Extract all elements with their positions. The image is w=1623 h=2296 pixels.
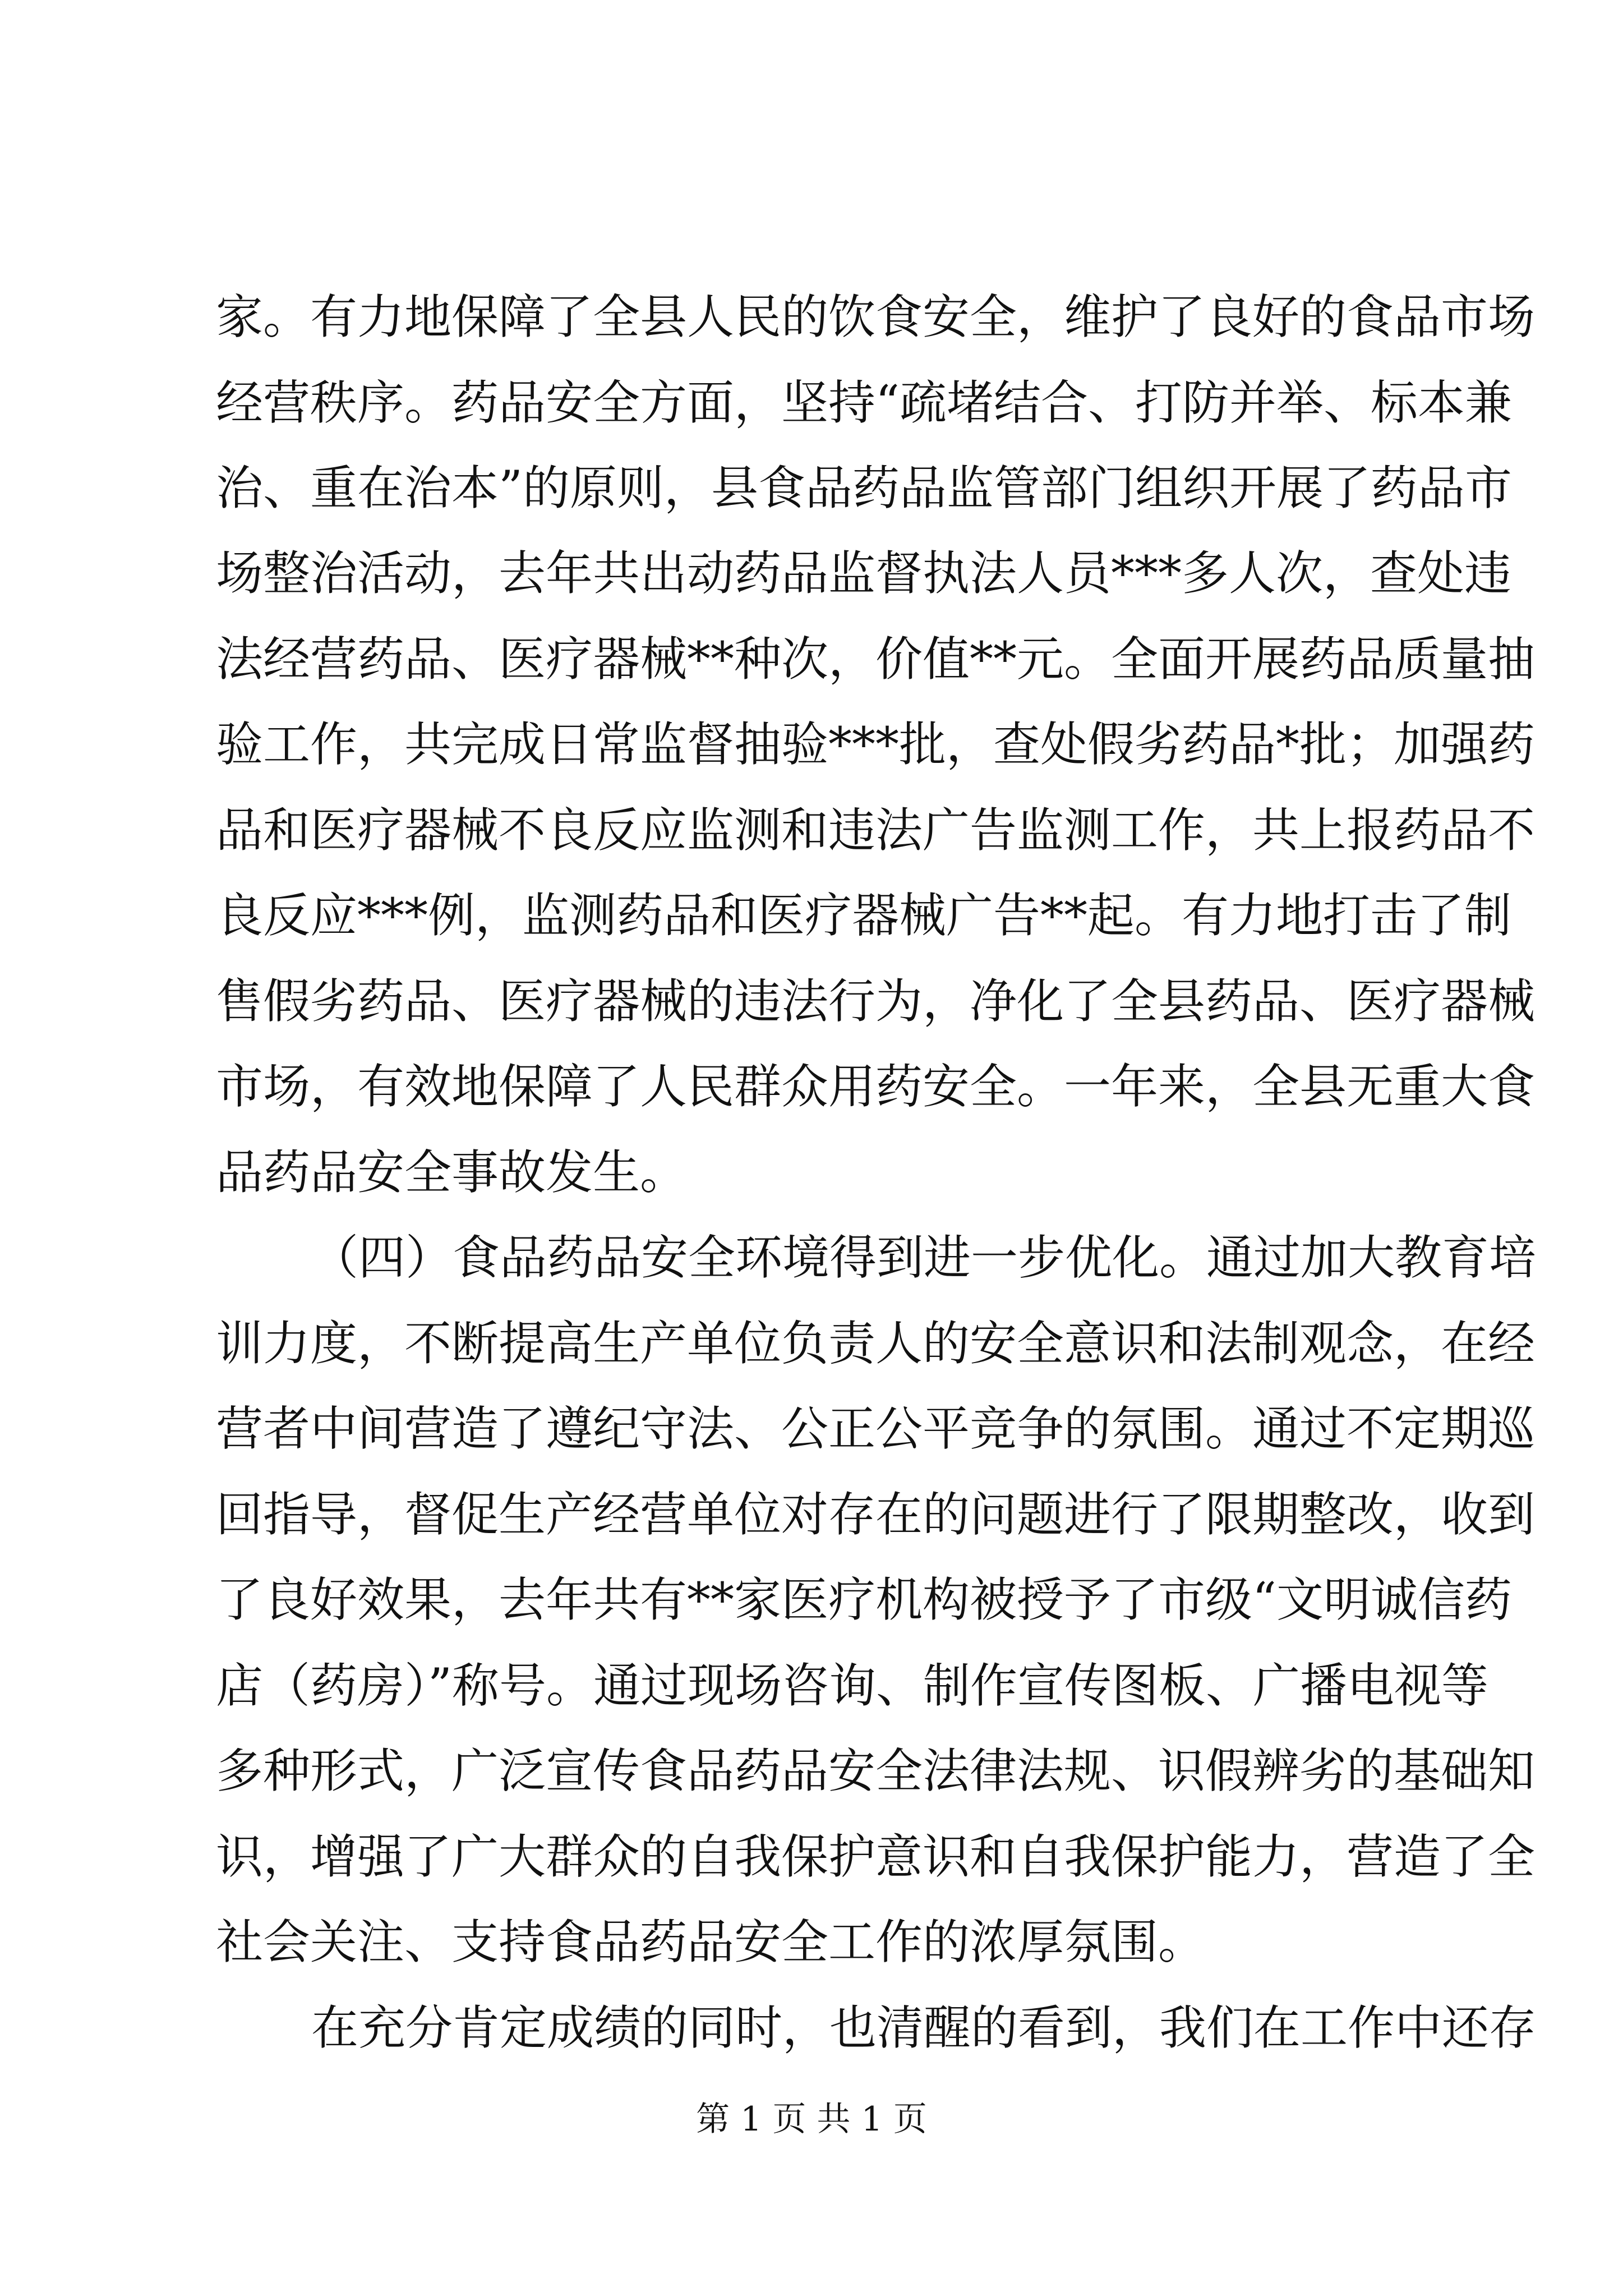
text-line: 经营秩序。药品安全方面，坚持“疏堵结合、打防并举、标本兼 <box>216 375 1512 430</box>
text-line: 市场，有效地保障了人民群众用药安全。一年来，全县无重大食 <box>216 1059 1536 1114</box>
text-line: 场整治活动，去年共出动药品监督执法人员***多人次，查处违 <box>216 546 1512 601</box>
text-line: 家。有力地保障了全县人民的饮食安全，维护了良好的食品市场 <box>216 289 1536 344</box>
text-line: 法经营药品、医疗器械**种次，价值**元。全面开展药品质量抽 <box>216 632 1536 687</box>
text-line: 识，增强了广大群众的自我保护意识和自我保护能力，营造了全 <box>216 1829 1536 1884</box>
paragraph-start: 在充分肯定成绩的同时，也清醒的看到，我们在工作中还存 <box>311 2000 1537 2055</box>
text-line: 了良好效果，去年共有**家医疗机构被授予了市级“文明诚信药 <box>216 1572 1512 1627</box>
text-line: 回指导，督促生产经营单位对存在的问题进行了限期整改，收到 <box>216 1487 1536 1542</box>
page-footer: 第 1 页 共 1 页 <box>696 2100 927 2139</box>
text-line: 治、重在治本”的原则，县食品药品监管部门组织开展了药品市 <box>216 461 1512 516</box>
text-line: 店（药房）”称号。通过现场咨询、制作宣传图板、广播电视等 <box>216 1658 1488 1713</box>
text-line: 品药品安全事故发生。 <box>216 1145 688 1200</box>
text-line: 品和医疗器械不良反应监测和违法广告监测工作，共上报药品不 <box>216 803 1536 858</box>
text-line: 多种形式，广泛宣传食品药品安全法律法规、识假辨劣的基础知 <box>216 1743 1536 1798</box>
text-line: 营者中间营造了遵纪守法、公正公平竞争的氛围。通过不定期巡 <box>216 1401 1536 1456</box>
text-line: 社会关注、支持食品药品安全工作的浓厚氛围。 <box>216 1915 1206 1970</box>
text-line: 良反应***例，监测药品和医疗器械广告**起。有力地打击了制 <box>216 888 1512 943</box>
text-line: 训力度，不断提高生产单位负责人的安全意识和法制观念，在经 <box>216 1316 1536 1371</box>
paragraph-start: （四）食品药品安全环境得到进一步优化。通过加大教育培 <box>311 1230 1537 1285</box>
text-line: 验工作，共完成日常监督抽验***批，查处假劣药品*批；加强药 <box>216 717 1536 772</box>
text-line: 售假劣药品、医疗器械的违法行为，净化了全县药品、医疗器械 <box>216 974 1536 1029</box>
